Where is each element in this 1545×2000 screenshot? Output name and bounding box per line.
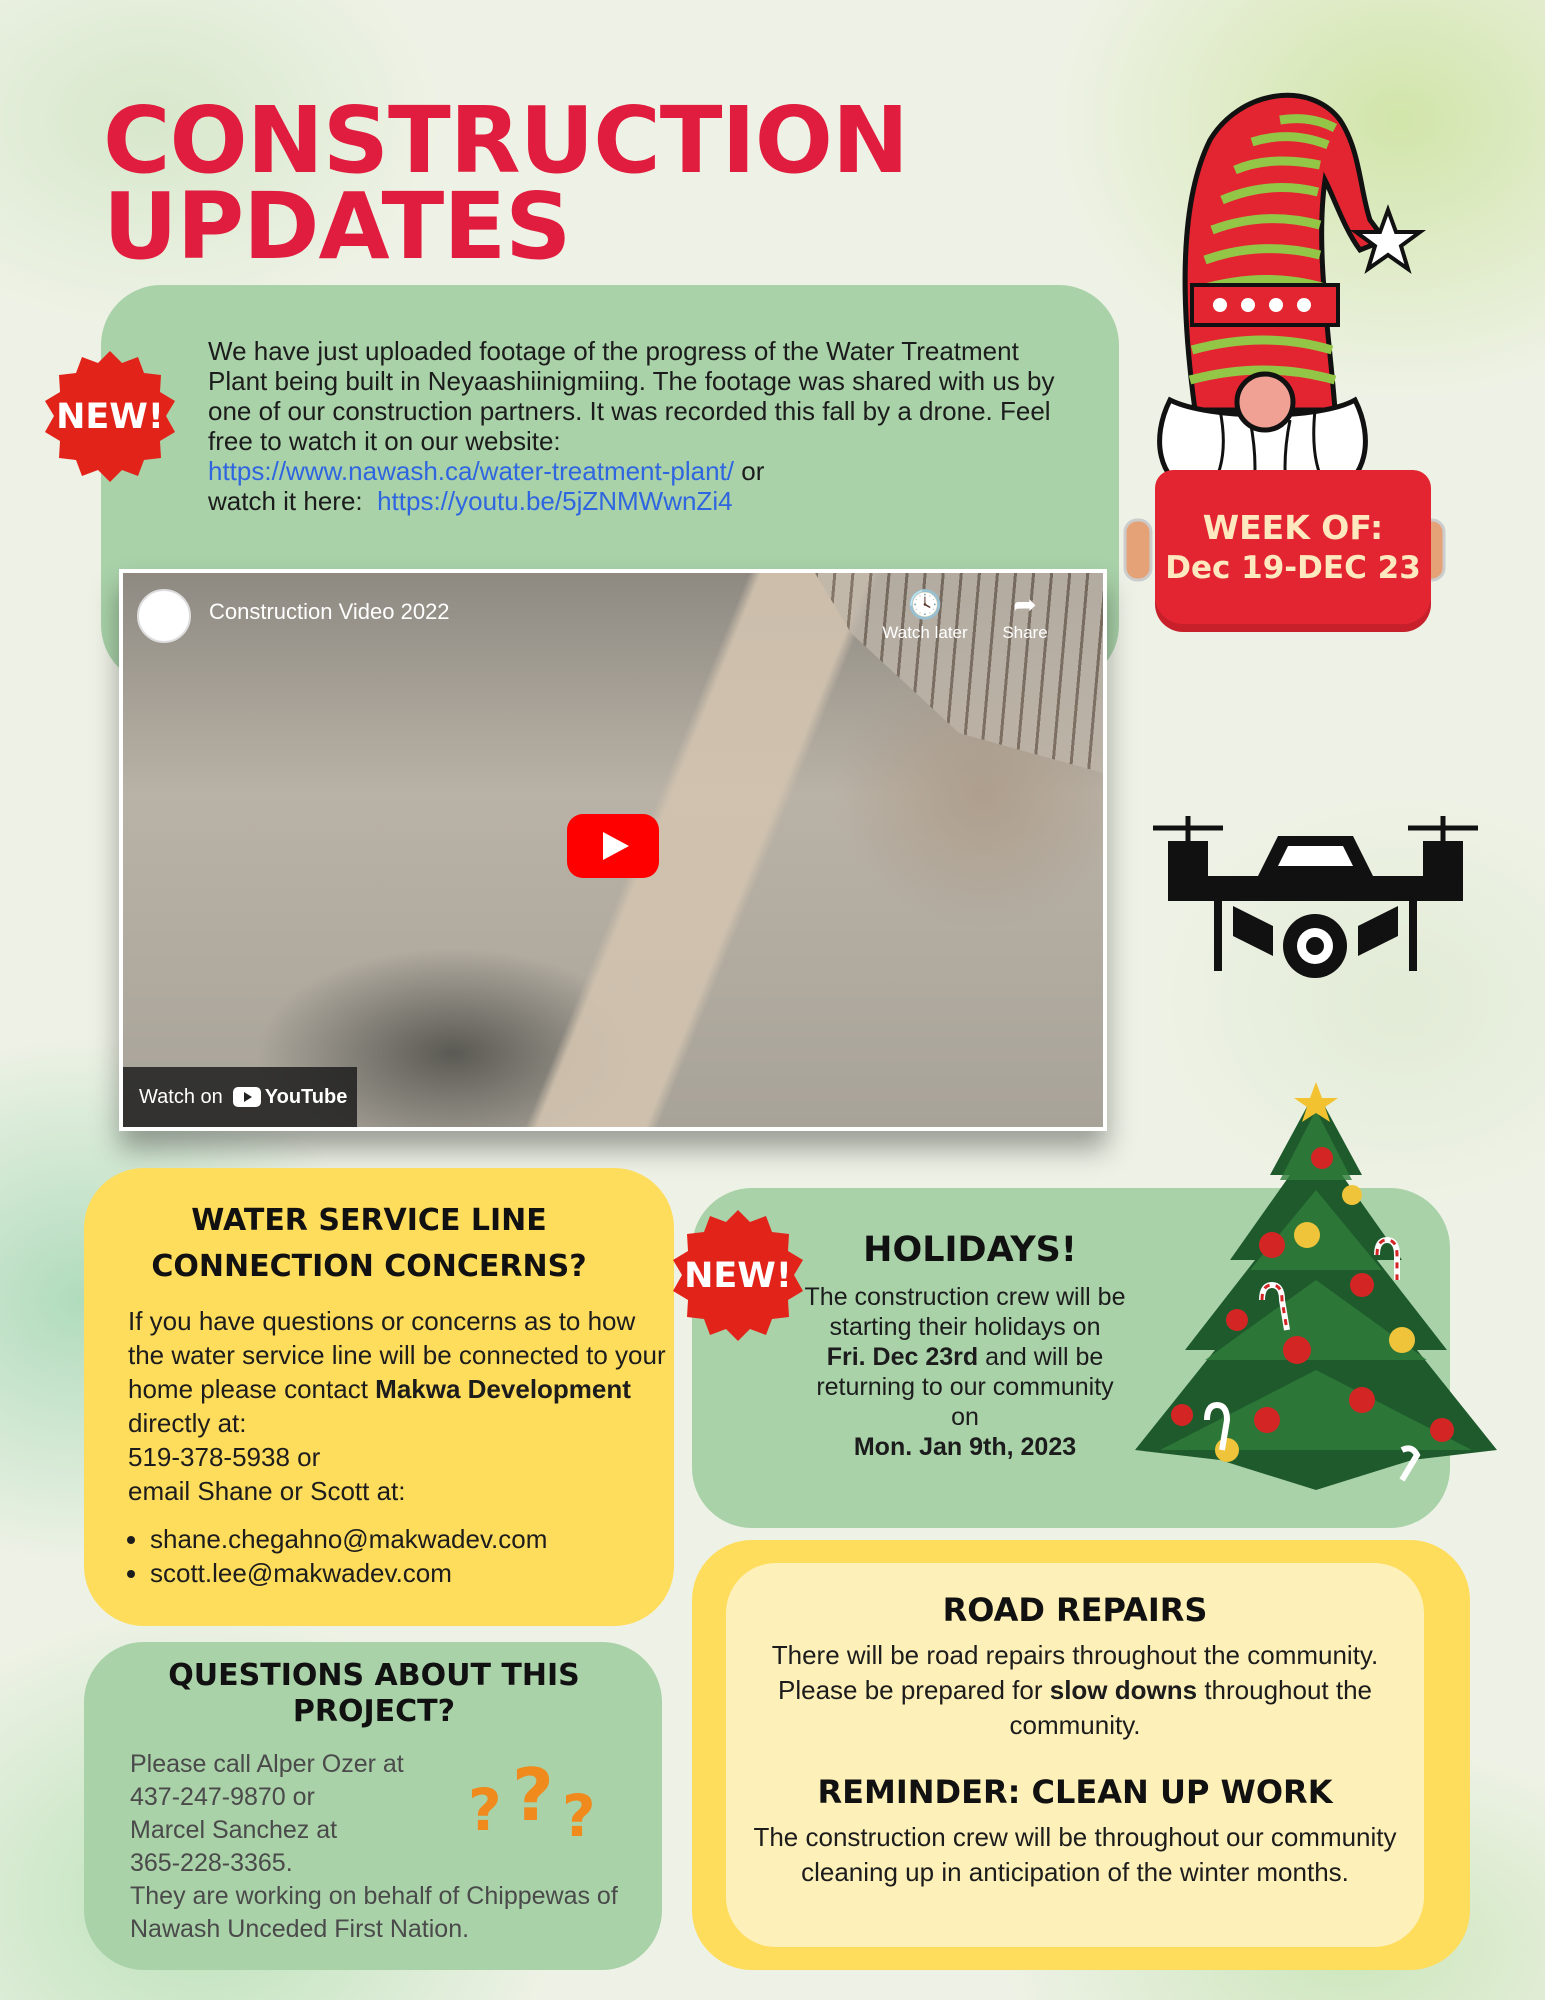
clock-icon: 🕓 [907,589,943,620]
watch-on-youtube-button[interactable] [123,1067,357,1127]
share-label: Share [1002,623,1048,642]
play-icon[interactable] [567,814,659,878]
intro-text [208,336,1078,516]
video-embed[interactable] [119,569,1107,1131]
water-heading-line-2: CONNECTION CONCERNS? [151,1249,587,1284]
channel-avatar[interactable] [137,589,191,643]
share-button[interactable] [975,587,1075,643]
questions-line-4: 365-228-3365. [130,1849,293,1877]
new-badge-label: NEW! [56,397,164,437]
cleanup-heading: REMINDER: CLEAN UP WORK [817,1773,1333,1811]
road-repairs-text [752,1638,1398,1743]
question-marks-icon [466,1752,606,1842]
email-shane[interactable]: • shane.chegahno@makwadev.com [150,1522,690,1556]
intro-body: We have just uploaded footage of the progress of the Water Treatment Plant being built in Neyaashiinigmiing. The footage was shared with us by one of our construction partners. It was recorded this fall by a drone. Feel free to watch it on our website: [208,336,1055,456]
page-title [103,87,908,280]
questions-heading: QUESTIONS ABOUT THIS PROJECT? [168,1658,580,1729]
week-of-label: WEEK OF: [1202,508,1384,547]
water-service-heading [84,1198,654,1290]
youtube-logo [233,1086,348,1109]
video-title[interactable]: Construction Video 2022 [209,599,450,624]
youtube-play-icon [233,1087,261,1107]
svg-text:?: ? [562,1782,596,1842]
website-link[interactable]: https://www.nawash.ca/water-treatment-plant/ [208,456,735,486]
holidays-heading: HOLIDAYS! [863,1230,1077,1270]
email-list [128,1522,690,1590]
road-text-bold: slow downs [1049,1675,1198,1705]
questions-line-1: Please call Alper Ozer at [130,1750,404,1778]
watch-here-text: watch it here: [208,486,363,516]
holidays-date-2: Mon. Jan 9th, 2023 [853,1433,1077,1461]
road-repairs-heading: ROAD REPAIRS [942,1591,1208,1629]
email-scott[interactable]: • scott.lee@makwadev.com [150,1556,690,1590]
questions-line-5: They are working on behalf of Chippewas of Nawash Unceded First Nation. [130,1882,618,1943]
title-line-1: CONSTRUCTION [103,87,908,194]
questions-line-2: 437-247-9870 or [130,1783,315,1811]
company-name: Makwa Development [375,1374,631,1404]
road-text-1: There will be road repairs throughout the community. Please be prepared for [771,1640,1379,1705]
share-icon: ➦ [1013,589,1037,620]
svg-text:?: ? [512,1753,554,1837]
questions-line-3: Marcel Sanchez at [130,1816,338,1844]
youtube-wordmark: YouTube [264,1085,348,1108]
watch-later-label: Watch later [882,623,968,642]
holidays-text-1: The construction crew will be starting their holidays on [804,1283,1126,1341]
cleanup-text: The construction crew will be throughout our community cleaning up in anticipation of the winter months. [753,1822,1397,1887]
new-badge [668,1206,808,1346]
holidays-text-2: and will be returning to our community on [816,1343,1114,1431]
watch-on-label: Watch on [139,1085,223,1108]
week-dates: Dec 19-DEC 23 [1165,550,1421,586]
water-heading-line-1: WATER SERVICE LINE [191,1203,547,1238]
or-text: or [741,456,765,486]
holidays-date-1: Fri. Dec 23rd [826,1343,979,1371]
water-phone: 519-378-5938 or [128,1442,321,1472]
drone-icon [1148,806,1482,986]
water-email-intro: email Shane or Scott at: [128,1476,406,1506]
week-of-sign [1155,470,1431,632]
holidays-text [800,1282,1130,1462]
christmas-tree-icon [1112,1080,1520,1530]
road-text-2: throughout the community. [1009,1675,1373,1740]
svg-text:?: ? [468,1776,502,1842]
water-directly: directly at: [128,1408,247,1438]
new-badge [40,347,180,487]
title-line-2: UPDATES [103,173,571,280]
new-badge-label: NEW! [684,1256,792,1296]
water-intro: If you have questions or concerns as to how the water service line will be connected to your home please contact [128,1306,666,1404]
youtube-link[interactable]: https://youtu.be/5jZNMWwnZi4 [377,486,733,516]
water-service-text [128,1304,668,1508]
watch-later-button[interactable] [875,587,975,643]
